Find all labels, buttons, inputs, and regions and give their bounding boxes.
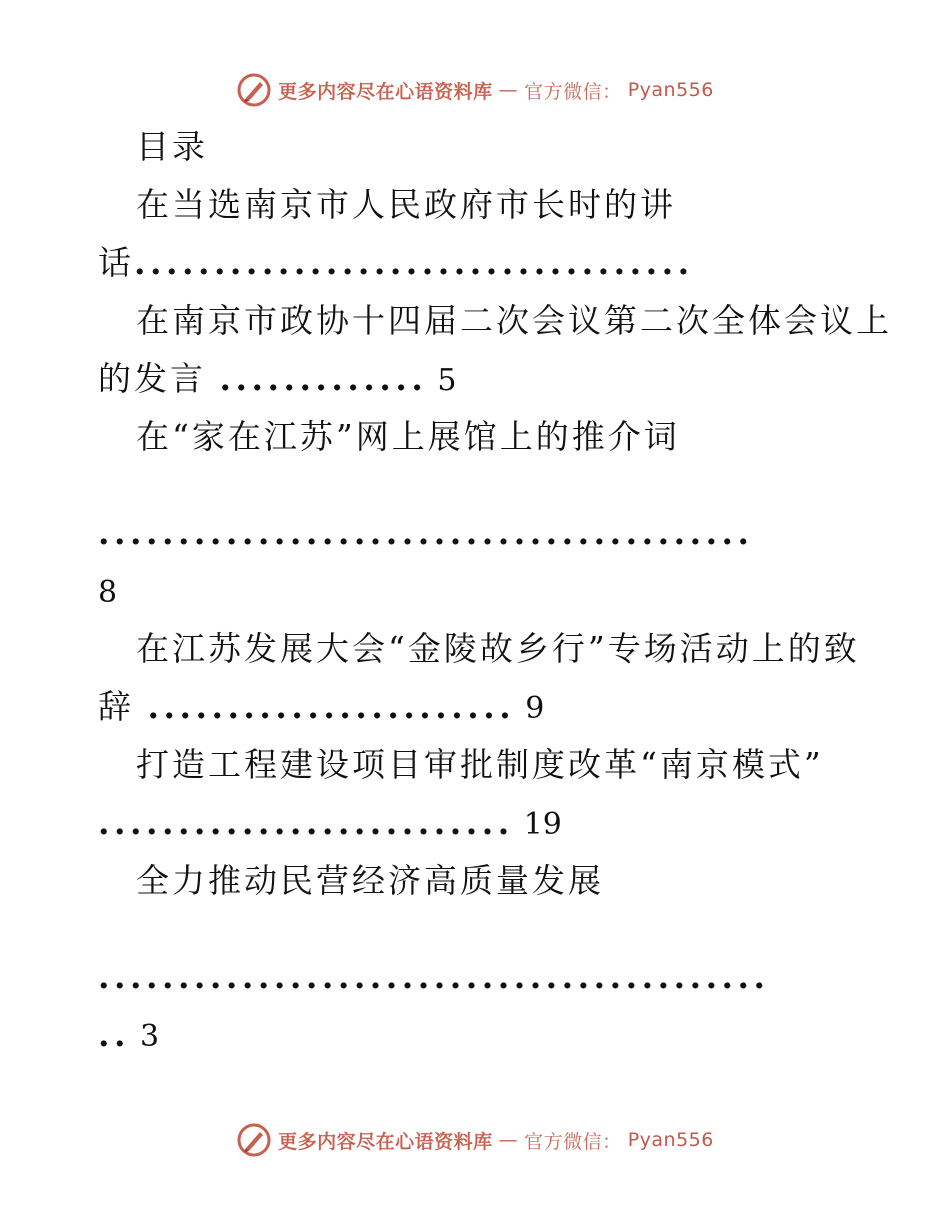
- watermark-sub-text: 官方微信：: [524, 80, 622, 103]
- watermark-dash: —: [498, 1129, 519, 1151]
- toc-dot-leader: .......................: [147, 687, 516, 726]
- watermark-main-text: 更多内容尽在心语资料库: [278, 80, 493, 103]
- watermark-dash: —: [498, 79, 519, 101]
- toc-entry-title: 在当选南京市人民政府市长时的讲: [136, 185, 676, 224]
- toc-dot-leader: .............: [219, 359, 428, 398]
- toc-entry-title-tail: 的发言: [98, 359, 220, 398]
- toc-entry-continuation: [98, 948, 858, 1006]
- toc-page-number: 8: [98, 575, 118, 610]
- toc-entry-continuation: [98, 504, 858, 562]
- table-of-contents: [98, 118, 892, 1064]
- toc-dot-leader: .........................................: [98, 513, 754, 552]
- toc-heading: 目录: [136, 127, 208, 166]
- watermark-banner-bottom: [0, 1120, 950, 1160]
- toc-page-number: 3: [139, 1019, 160, 1054]
- toc-dot-leader: ..........................................: [98, 957, 770, 996]
- watermark-wechat-id: Pyan556: [627, 1129, 714, 1151]
- toc-entry-continuation: [98, 794, 858, 852]
- watermark-sub-text: 官方微信：: [524, 1130, 622, 1153]
- toc-dot-leader: ...................................: [134, 243, 694, 282]
- toc-page-number: 5: [437, 363, 457, 398]
- pen-logo-icon: [236, 72, 272, 108]
- toc-entry-continuation: [98, 234, 858, 292]
- watermark-wechat-id: Pyan556: [627, 79, 714, 101]
- toc-entry-title: 全力推动民营经济高质量发展: [136, 861, 604, 900]
- toc-page-number: 9: [525, 691, 545, 726]
- toc-entry-title: 在“家在江苏”网上展馆上的推介词: [136, 417, 680, 456]
- toc-entry-page-line: [98, 562, 858, 620]
- watermark-banner-top: [0, 70, 950, 110]
- watermark-main-text: 更多内容尽在心语资料库: [278, 1130, 493, 1153]
- toc-entry-title: 在南京市政协十四届二次会议第二次全体会议上: [136, 301, 892, 340]
- toc-entry-title-tail: 话: [98, 243, 134, 282]
- toc-entry-continuation: [98, 350, 858, 408]
- toc-entry-title: 打造工程建设项目审批制度改革“南京模式”: [136, 745, 824, 784]
- toc-entry-page-line: [98, 1006, 858, 1064]
- toc-entry-continuation: [98, 678, 858, 736]
- pen-logo-icon: [236, 1122, 272, 1158]
- toc-dot-leader: ..: [98, 1015, 130, 1054]
- toc-dot-leader: ..........................: [98, 803, 514, 842]
- toc-entry-title-tail: 辞: [98, 687, 148, 726]
- toc-page-number: 19: [523, 807, 562, 842]
- toc-entry-title: 在江苏发展大会“金陵故乡行”专场活动上的致: [136, 629, 860, 668]
